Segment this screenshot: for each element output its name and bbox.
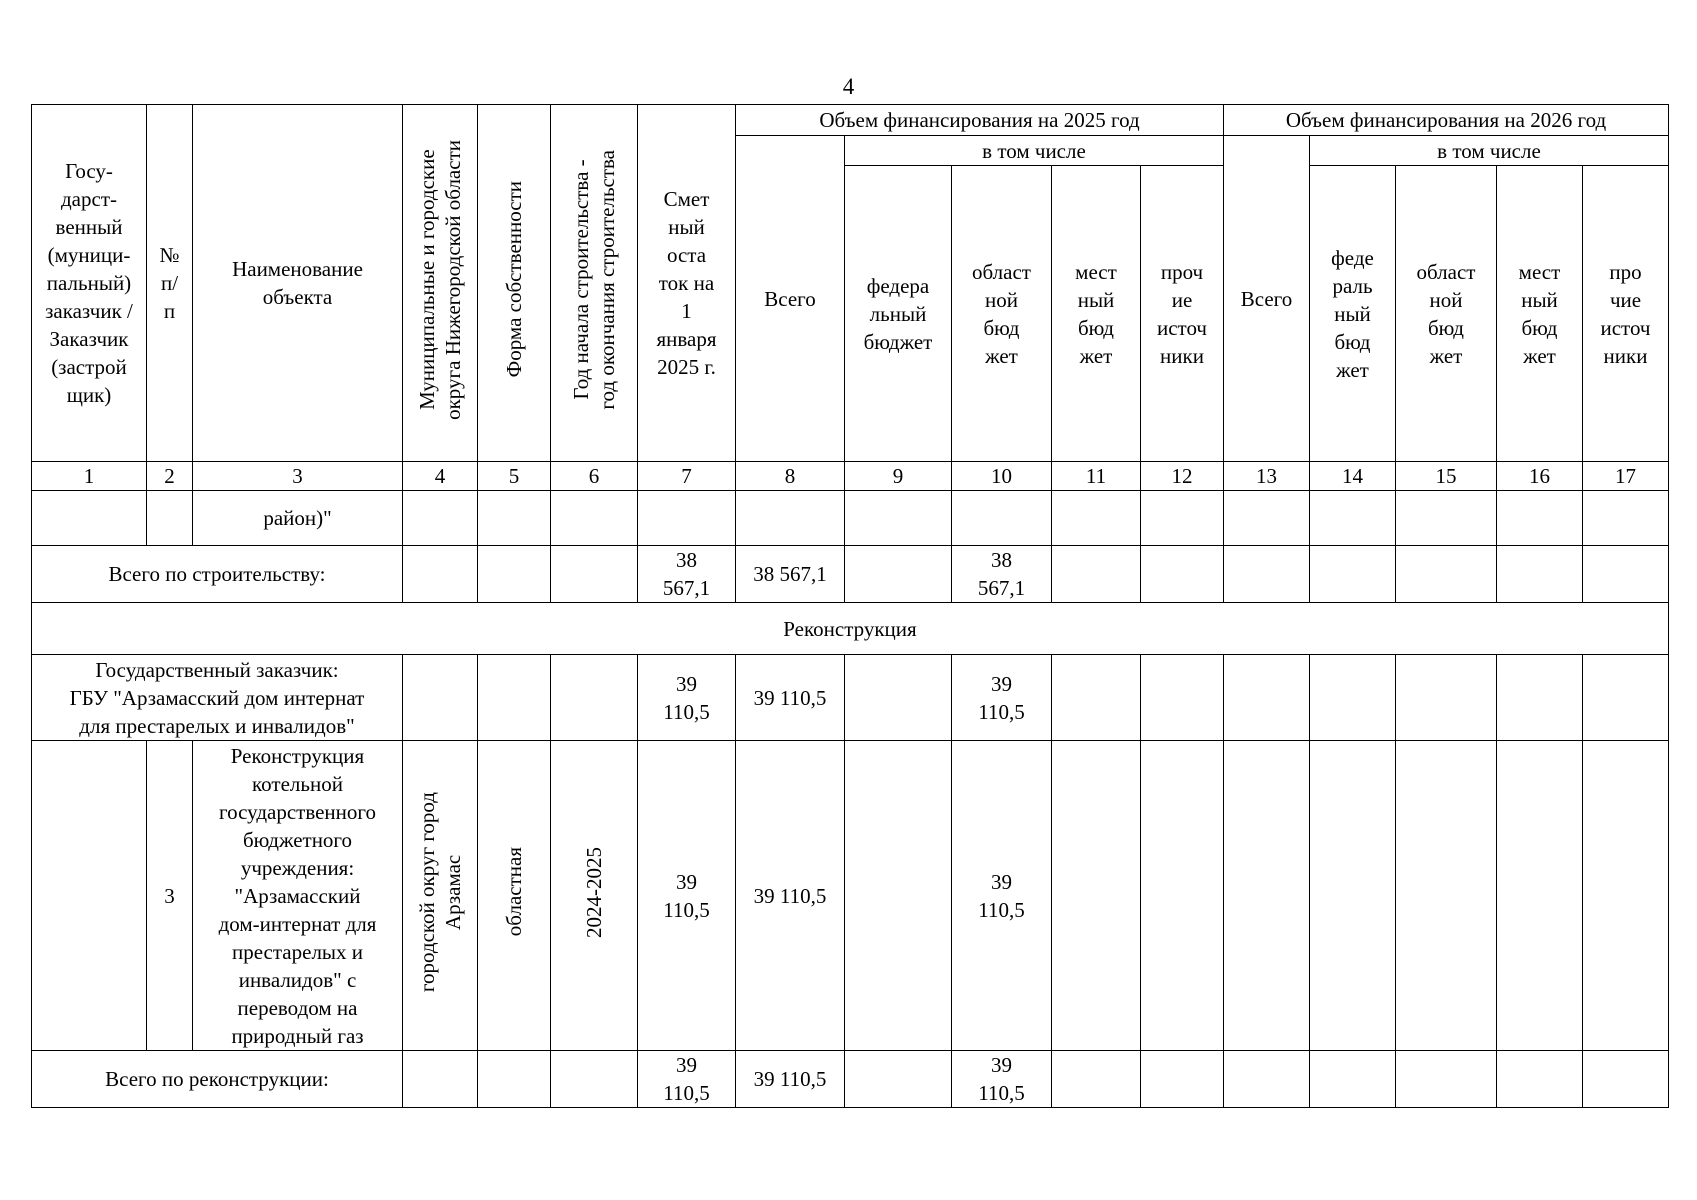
column-number: 5 [478, 462, 551, 491]
header-financing-2026: Объем финансирования на 2026 год [1224, 105, 1669, 136]
object-name: Реконструкция котельной государственного бюджетного учреждения: "Арзамасский дом-интернат для престарелых и инвалидов" с переводом на природный газ [193, 741, 403, 1051]
object-years: 2024-2025 [551, 741, 638, 1051]
header-total-2026: Всего [1224, 136, 1310, 462]
column-number: 10 [952, 462, 1052, 491]
header-local-2026: мест ный бюд жет [1497, 166, 1583, 462]
header-other-2025: проч ие источ ники [1141, 166, 1224, 462]
header-local-2025: мест ный бюд жет [1052, 166, 1141, 462]
column-number: 4 [403, 462, 478, 491]
customer-row [32, 655, 1669, 741]
investment-table [31, 104, 1669, 1108]
header-district: Муниципальные и городские округа Нижегородской области [403, 105, 478, 462]
page-number: 4 [842, 74, 855, 99]
object-estimate: 39 110,5 [638, 741, 736, 1051]
reconstruction-total-sum: 39 110,5 [736, 1051, 845, 1108]
header-estimate: Смет ный оста ток на 1 января 2025 г. [638, 105, 736, 462]
column-number: 6 [551, 462, 638, 491]
header-financing-2025: Объем финансирования на 2025 год [736, 105, 1224, 136]
header-federal-2025: федера льный бюджет [845, 166, 952, 462]
column-number: 15 [1396, 462, 1497, 491]
customer-total: 39 110,5 [736, 655, 845, 741]
column-number: 14 [1310, 462, 1396, 491]
column-number: 17 [1583, 462, 1669, 491]
object-ownership: областная [478, 741, 551, 1051]
object-regional: 39 110,5 [952, 741, 1052, 1051]
column-number: 3 [193, 462, 403, 491]
construction-total-regional: 38 567,1 [952, 546, 1052, 603]
object-district: городской округ город Арзамас [403, 741, 478, 1051]
reconstruction-total-label: Всего по реконструкции: [32, 1051, 403, 1108]
column-number: 9 [845, 462, 952, 491]
header-number: № п/ п [147, 105, 193, 462]
header-object-name: Наименование объекта [193, 105, 403, 462]
section-title: Реконструкция [32, 603, 1669, 655]
customer-label: Государственный заказчик: ГБУ "Арзамасский дом интернат для престарелых и инвалидов" [32, 655, 403, 741]
header-years: Год начала строительства - год окончания строительства [551, 105, 638, 462]
object-total: 39 110,5 [736, 741, 845, 1051]
construction-total-row [32, 546, 1669, 603]
continuation-row [32, 491, 1669, 546]
object-row [32, 741, 1669, 1051]
column-numbers-row [32, 462, 1669, 491]
column-number: 12 [1141, 462, 1224, 491]
construction-total-label: Всего по строительству: [32, 546, 403, 603]
column-number: 8 [736, 462, 845, 491]
construction-total-estimate: 38 567,1 [638, 546, 736, 603]
header-total-2025: Всего [736, 136, 845, 462]
continuation-object-name: район)" [193, 491, 403, 546]
header-ownership: Форма собственности [478, 105, 551, 462]
object-number: 3 [147, 741, 193, 1051]
section-row [32, 603, 1669, 655]
header-regional-2025: област ной бюд жет [952, 166, 1052, 462]
header-federal-2026: феде раль ный бюд жет [1310, 166, 1396, 462]
header-customer: Госу- дарст- венный (муници- пальный) заказчик / Заказчик (застрой щик) [32, 105, 147, 462]
reconstruction-total-estimate: 39 110,5 [638, 1051, 736, 1108]
header-including-2026: в том числе [1310, 136, 1669, 166]
header-including-2025: в том числе [845, 136, 1224, 166]
column-number: 1 [32, 462, 147, 491]
reconstruction-total-regional: 39 110,5 [952, 1051, 1052, 1108]
column-number: 7 [638, 462, 736, 491]
column-number: 16 [1497, 462, 1583, 491]
customer-regional: 39 110,5 [952, 655, 1052, 741]
column-number: 13 [1224, 462, 1310, 491]
reconstruction-total-row [32, 1051, 1669, 1108]
customer-estimate: 39 110,5 [638, 655, 736, 741]
column-number: 11 [1052, 462, 1141, 491]
header-other-2026: про чие источ ники [1583, 166, 1669, 462]
header-regional-2026: област ной бюд жет [1396, 166, 1497, 462]
column-number: 2 [147, 462, 193, 491]
construction-total-sum: 38 567,1 [736, 546, 845, 603]
